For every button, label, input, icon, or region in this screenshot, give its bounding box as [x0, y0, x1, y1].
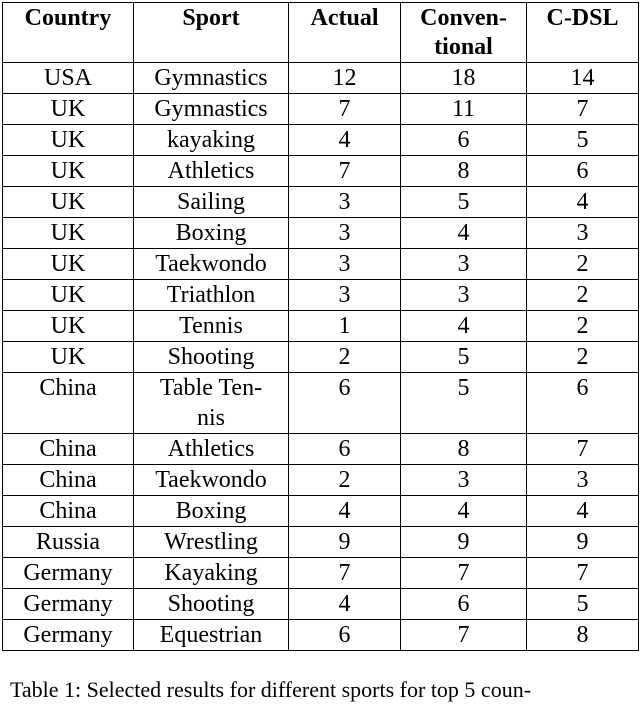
header-cdsl: C-DSL — [527, 3, 639, 63]
results-table — [2, 2, 639, 651]
cell-sport: Shooting — [134, 342, 289, 373]
cell-cdsl: 3 — [527, 465, 639, 496]
table-row — [3, 249, 639, 280]
cell-conventional: 9 — [401, 527, 527, 558]
cell-cdsl: 5 — [527, 589, 639, 620]
cell-cdsl: 6 — [527, 156, 639, 187]
cell-cdsl: 4 — [527, 187, 639, 218]
cell-country: Germany — [3, 558, 134, 589]
cell-country: UK — [3, 342, 134, 373]
cell-conventional: 5 — [401, 373, 527, 434]
cell-conventional: 4 — [401, 218, 527, 249]
cell-conventional: 8 — [401, 434, 527, 465]
table-body — [3, 63, 639, 651]
cell-country: UK — [3, 249, 134, 280]
cell-actual: 6 — [289, 620, 401, 651]
cell-conventional: 5 — [401, 187, 527, 218]
cell-conventional: 6 — [401, 589, 527, 620]
cell-country: Russia — [3, 527, 134, 558]
cell-conventional: 4 — [401, 496, 527, 527]
table-row — [3, 558, 639, 589]
cell-sport: Gymnastics — [134, 94, 289, 125]
cell-country: China — [3, 496, 134, 527]
cell-actual: 7 — [289, 156, 401, 187]
table-row — [3, 589, 639, 620]
cell-actual: 7 — [289, 558, 401, 589]
cell-sport: Boxing — [134, 496, 289, 527]
table-row — [3, 187, 639, 218]
table-row — [3, 496, 639, 527]
table-row — [3, 434, 639, 465]
cell-country: UK — [3, 280, 134, 311]
header-conventional: Conven- tional — [401, 3, 527, 63]
cell-cdsl: 7 — [527, 558, 639, 589]
cell-actual: 4 — [289, 496, 401, 527]
table-row — [3, 620, 639, 651]
cell-cdsl: 2 — [527, 249, 639, 280]
table-row — [3, 94, 639, 125]
table-header-row — [3, 3, 639, 63]
cell-conventional: 3 — [401, 249, 527, 280]
cell-actual: 2 — [289, 465, 401, 496]
table-row — [3, 63, 639, 94]
cell-conventional: 11 — [401, 94, 527, 125]
table-row — [3, 342, 639, 373]
cell-sport: Sailing — [134, 187, 289, 218]
cell-actual: 12 — [289, 63, 401, 94]
header-sport: Sport — [134, 3, 289, 63]
cell-country: China — [3, 373, 134, 434]
cell-sport: Gymnastics — [134, 63, 289, 94]
cell-conventional: 7 — [401, 620, 527, 651]
cell-actual: 2 — [289, 342, 401, 373]
cell-actual: 4 — [289, 125, 401, 156]
cell-cdsl: 6 — [527, 373, 639, 434]
cell-actual: 6 — [289, 373, 401, 434]
table-row — [3, 280, 639, 311]
cell-sport: Equestrian — [134, 620, 289, 651]
cell-actual: 1 — [289, 311, 401, 342]
cell-sport: Shooting — [134, 589, 289, 620]
cell-country: UK — [3, 94, 134, 125]
cell-sport: Taekwondo — [134, 249, 289, 280]
cell-cdsl: 4 — [527, 496, 639, 527]
cell-sport: Athletics — [134, 156, 289, 187]
cell-conventional: 6 — [401, 125, 527, 156]
cell-conventional: 3 — [401, 280, 527, 311]
cell-country: Germany — [3, 589, 134, 620]
cell-country: China — [3, 465, 134, 496]
cell-actual: 6 — [289, 434, 401, 465]
cell-cdsl: 7 — [527, 94, 639, 125]
cell-conventional: 3 — [401, 465, 527, 496]
cell-actual: 3 — [289, 218, 401, 249]
cell-country: UK — [3, 187, 134, 218]
cell-conventional: 5 — [401, 342, 527, 373]
cell-cdsl: 3 — [527, 218, 639, 249]
cell-sport: Athletics — [134, 434, 289, 465]
cell-country: UK — [3, 125, 134, 156]
cell-country: UK — [3, 311, 134, 342]
cell-cdsl: 9 — [527, 527, 639, 558]
cell-country: China — [3, 434, 134, 465]
cell-actual: 4 — [289, 589, 401, 620]
cell-conventional: 18 — [401, 63, 527, 94]
table-row — [3, 373, 639, 434]
cell-cdsl: 2 — [527, 342, 639, 373]
table-row — [3, 527, 639, 558]
cell-conventional: 8 — [401, 156, 527, 187]
cell-country: Germany — [3, 620, 134, 651]
cell-country: UK — [3, 156, 134, 187]
cell-actual: 7 — [289, 94, 401, 125]
cell-sport: Table Ten- nis — [134, 373, 289, 434]
cell-sport: Taekwondo — [134, 465, 289, 496]
cell-sport: Boxing — [134, 218, 289, 249]
cell-cdsl: 7 — [527, 434, 639, 465]
cell-cdsl: 14 — [527, 63, 639, 94]
cell-sport: Wrestling — [134, 527, 289, 558]
table-row — [3, 218, 639, 249]
table-row — [3, 125, 639, 156]
cell-cdsl: 2 — [527, 280, 639, 311]
header-actual: Actual — [289, 3, 401, 63]
table-row — [3, 156, 639, 187]
cell-sport: Triathlon — [134, 280, 289, 311]
cell-conventional: 4 — [401, 311, 527, 342]
cell-sport: Kayaking — [134, 558, 289, 589]
cell-cdsl: 8 — [527, 620, 639, 651]
cell-cdsl: 2 — [527, 311, 639, 342]
table-row — [3, 311, 639, 342]
cell-country: USA — [3, 63, 134, 94]
cell-cdsl: 5 — [527, 125, 639, 156]
header-country: Country — [3, 3, 134, 63]
cell-conventional: 7 — [401, 558, 527, 589]
table-row — [3, 465, 639, 496]
cell-sport: kayaking — [134, 125, 289, 156]
cell-actual: 9 — [289, 527, 401, 558]
table-caption: Table 1: Selected results for different sports for top 5 coun- — [10, 677, 532, 702]
cell-actual: 3 — [289, 280, 401, 311]
cell-country: UK — [3, 218, 134, 249]
cell-actual: 3 — [289, 187, 401, 218]
cell-actual: 3 — [289, 249, 401, 280]
cell-sport: Tennis — [134, 311, 289, 342]
